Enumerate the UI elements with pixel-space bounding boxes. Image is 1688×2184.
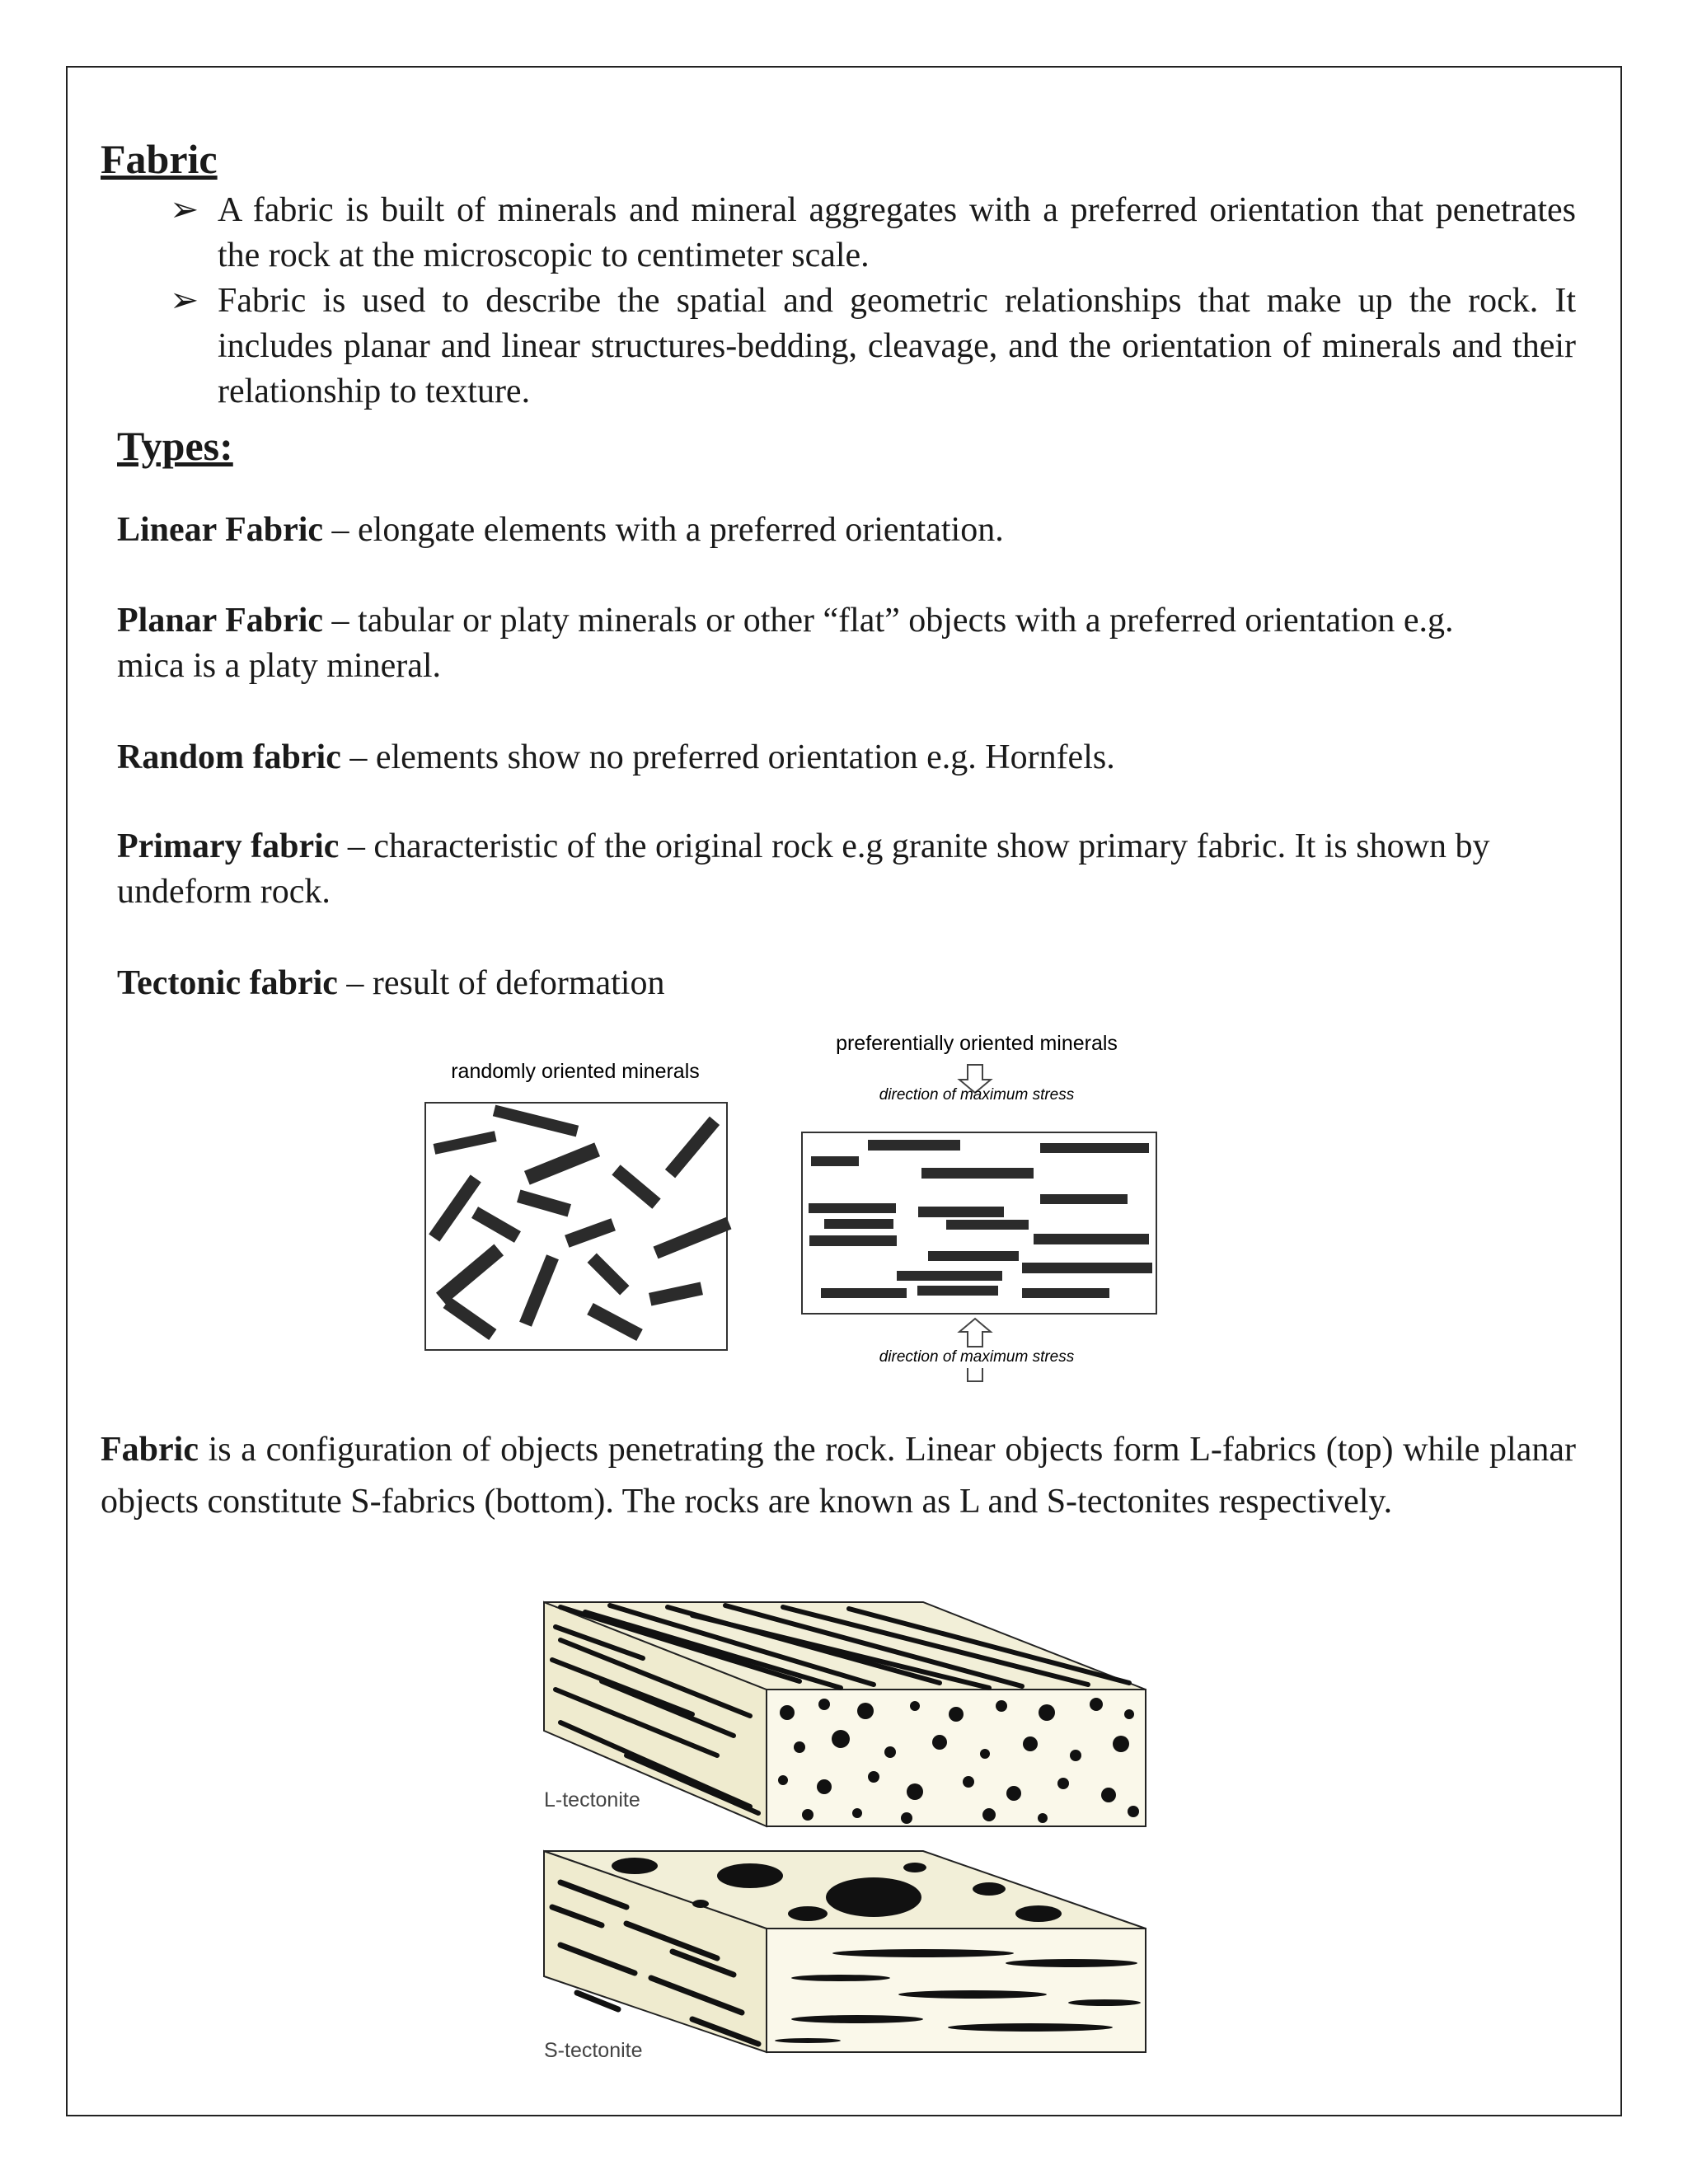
types-heading: Types: [117, 423, 233, 469]
type-primary [117, 824, 1584, 915]
l-tectonite-label: L-tectonite [544, 1788, 640, 1811]
preferred-label: preferentially oriented minerals [836, 1032, 1118, 1055]
arrow-bullet-icon: ➢ [170, 191, 199, 229]
type-tectonic [117, 961, 1584, 1006]
type-term: Random fabric [117, 738, 341, 776]
type-definition: – result of deformation [337, 964, 665, 1002]
type-term: Linear Fabric [117, 511, 324, 549]
orientation-figure [404, 1022, 1179, 1401]
type-definition: – elements show no preferred orientation e.g. Hornfels. [340, 738, 1115, 776]
paragraph-term: Fabric [101, 1431, 199, 1469]
s-tectonite-block [544, 1851, 1146, 2052]
type-definition: – elongate elements with a preferred orientation. [323, 511, 1004, 549]
stress-label-top: direction of maximum stress [879, 1086, 1075, 1104]
paragraph-text: is a configuration of objects penetrating the rock. Linear objects form L-fabrics (top) while planar objects constitute S-fabrics (bottom). The rocks are known as L and S-tectonites respectively. [101, 1431, 1576, 1521]
type-planar [117, 598, 1469, 689]
type-definition: – characteristic of the original rock e.g granite show primary fabric. It is shown by undeform rock. [117, 827, 1490, 911]
type-term: Planar Fabric [117, 602, 324, 640]
type-term: Primary fabric [117, 827, 340, 865]
type-random [117, 735, 1584, 780]
tectonite-figure [528, 1591, 1154, 2069]
page-title: Fabric [101, 136, 218, 182]
random-label: randomly oriented minerals [451, 1060, 700, 1083]
stress-label-bottom: direction of maximum stress [879, 1348, 1075, 1366]
bullet-item [170, 279, 1576, 415]
stress-arrow-up-icon [959, 1319, 991, 1347]
type-definition: – tabular or platy minerals or other “flat” objects with a preferred orientation e.g. mica is a platy mineral. [117, 602, 1454, 685]
bullet-list [170, 188, 1576, 415]
type-term: Tectonic fabric [117, 964, 338, 1002]
fabric-paragraph [101, 1424, 1576, 1528]
bullet-text: Fabric is used to describe the spatial and geometric relationships that make up the rock. It includes planar and linear structures-bedding, cleavage, and the orientation of minerals and their relationship to texture. [218, 282, 1576, 410]
arrow-bullet-icon: ➢ [170, 282, 199, 320]
s-tectonite-label: S-tectonite [544, 2039, 643, 2062]
type-linear [117, 508, 1584, 553]
bullet-text: A fabric is built of minerals and mineral aggregates with a preferred orientation that penetrates the rock at the microscopic to centimeter scale. [218, 191, 1576, 274]
bullet-item [170, 188, 1576, 279]
stress-arrow-tail-icon [968, 1368, 982, 1381]
